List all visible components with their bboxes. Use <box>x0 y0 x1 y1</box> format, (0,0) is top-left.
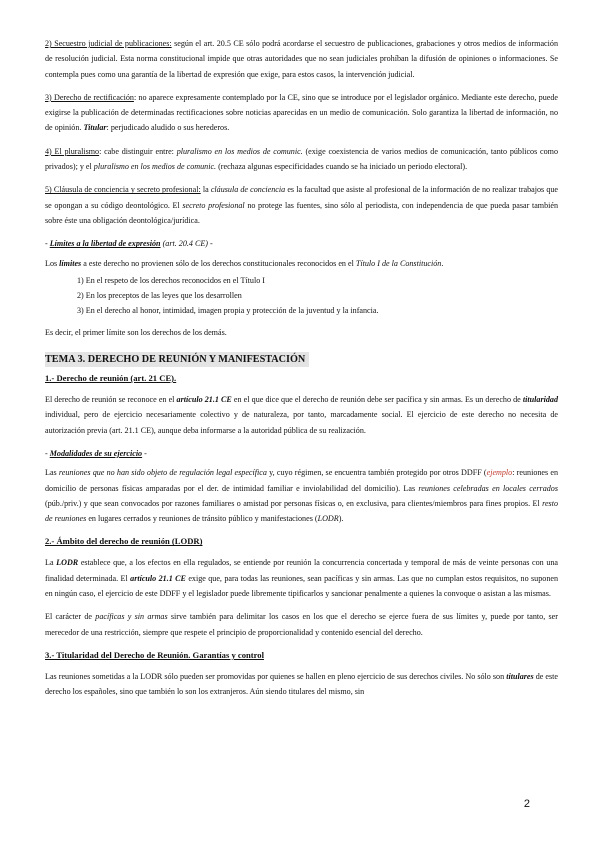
mod-t3: : reuniones en domicilio de personas físicas amparadas por el der. de intimidad familiar e inviolabilidad del domicilio). Las <box>45 468 558 493</box>
limites-intro-1: Los <box>45 258 60 268</box>
tit-t1: Las reuniones sometidas a la LODR sólo pueden ser promovidas por quienes se hallen en pleno ejercicio de sus derechos civiles. No sólo son <box>45 671 507 681</box>
text-clausula-2: es la facultad que asiste al profesional de la información de no realizar trabajos que se opongan a su código deontológico. El <box>45 185 559 210</box>
modalidades-dash1: - <box>45 448 50 458</box>
paragraph-secuestro <box>45 36 558 82</box>
limites-list <box>77 273 558 319</box>
mod-t1: Las <box>45 468 59 478</box>
paragraph-caracter <box>45 609 558 640</box>
modalidades-main: Modalidades de su ejercicio <box>49 448 143 458</box>
section-1-heading: 1.- Derecho de reunión (art. 21 CE). <box>45 373 177 384</box>
paragraph-ambito <box>45 555 558 601</box>
tema-heading <box>45 348 558 371</box>
section-2-heading: 2.- Ámbito del derecho de reunión (LODR) <box>45 536 203 547</box>
page-number: 2 <box>523 798 530 810</box>
text-secuestro: según el art. 20.5 CE sólo podrá acordarse el secuestro de publicaciones, grabaciones y otros medios de información de resolución judicial. Esta norma constitucional impide que otras autoridades que no sean judiciales prohíban la difusión de opiniones o informaciones. Se contempla pues como una garantía de la libertad de expresión que exige, para estos casos, la intervención judicial. <box>45 39 558 79</box>
label-rectificacion: 3) Derecho de rectificación <box>45 92 134 102</box>
text-pluralismo-1: : cabe distinguir entre: <box>99 146 177 156</box>
reunion-t1: El derecho de reunión se reconoce en el <box>45 395 177 405</box>
label-pluralismo: 4) El pluralismo <box>45 146 100 156</box>
heading-limites-main: Límites a la libertad de expresión <box>49 239 161 249</box>
mod-it2: reuniones celebradas en locales cerrados <box>418 483 558 493</box>
ambito-t2: establece que, a los efectos en ella regulados, se entiende por reunión la concurrencia concertada y temporal de más de veinte personas con una finalidad determinada. El <box>45 558 559 583</box>
mod-t2: y, cuyo régimen, se encuentra también protegido por otros DDFF ( <box>266 468 487 478</box>
paragraph-modalidades <box>45 465 558 526</box>
text-pluralismo-3: (rechaza algunas especificidades cuando se ha iniciado un periodo electoral). <box>216 162 468 172</box>
italic-pluralismo-1: pluralismo en los medios de comunic. <box>176 146 303 156</box>
paragraph-reunion <box>45 392 558 438</box>
ambito-t3: exige que, para todas las reuniones, sean pacíficas y sin armas. Las que no cumplan estos requisitos, no suponen en ningún caso, el ejercicio de este DDFF y el legislador puede libremente tipificarlos y sancionar penalmente a quienes la convoque o asistan a las mismas. <box>45 573 559 599</box>
paragraph-pluralismo <box>45 144 558 175</box>
caracter-it1: pacíficas y sin armas <box>95 612 168 622</box>
section-3-heading: 3.- Titularidad del Derecho de Reunión. Garantías y control <box>45 649 264 660</box>
tit-t2: de este derecho los españoles, sino que también lo son los extranjeros. Aún siendo titulares del mismo, sin <box>45 671 559 697</box>
heading-limites-rest: (art. 20.4 CE) - <box>160 239 213 249</box>
mod-t6: ). <box>338 514 344 524</box>
italic-pluralismo-2: pluralismo en los medios de comunic. <box>93 162 217 172</box>
ambito-bi2: artículo 21.1 CE <box>130 573 186 583</box>
reunion-t3: individual, pero de ejercicio necesariamente colectivo y de naturaleza, por tanto, marcadamente social. El ejercicio de este derecho no necesita de autorización previa (art. 21.1 CE), aunque deba informarse a la autoridad pública de su realización. <box>45 410 558 435</box>
text-clausula-3: no protege las fuentes, sino sólo al periodista, con independencia de que pueda pasar también sobre éste una obligación deontológica/jurídica. <box>45 200 559 225</box>
limites-intro-2: a este derecho no provienen sólo de los derechos constitucionales reconocidos en el <box>81 258 356 268</box>
italic-secreto: secreto profesional <box>182 200 245 210</box>
paragraph-limites-intro <box>45 256 558 271</box>
titular-bold: Titular <box>83 123 107 133</box>
mod-it1: reuniones que no han sido objeto de regulación legal específica <box>58 468 267 478</box>
mod-t4: (púb./priv.) y que sean convocados por razones familiares o amistad por personas físicas o, en exclusiva, para clientes/miembros para fines propios. El <box>45 498 543 508</box>
mod-ejemplo: ejemplo <box>486 468 513 478</box>
caracter-t2: sirve también para delimitar los casos en los que el derecho se ejerce fuera de sus límites y, puede por tanto, ser merecedor de una restricción, siempre que respete el principio de proporcionalidad y contenido esencial del derecho. <box>45 612 558 637</box>
label-clausula: 5) Cláusula de conciencia y secreto profesional: <box>45 185 201 195</box>
limites-intro-3: . <box>441 258 444 268</box>
heading-modalidades <box>45 446 558 461</box>
limites-italic: Título I de la Constitución <box>355 258 442 268</box>
mod-it3: resto de reuniones <box>45 498 558 524</box>
text-pluralismo-2: (exige coexistencia de varios medios de comunicación, tanto públicos como privados); y el <box>45 146 558 172</box>
text-rectificacion-2: : perjudicado aludido o sus herederos. <box>106 123 230 133</box>
tit-bi1: titulares <box>506 671 534 681</box>
modalidades-dash2: - <box>142 448 147 458</box>
italic-clausula: cláusula de conciencia <box>210 185 286 195</box>
list-item: 1) En el respeto de los derechos reconocidos en el Título I <box>77 275 265 285</box>
tema-title: TEMA 3. DERECHO DE REUNIÓN Y MANIFESTACIÓN <box>45 352 309 367</box>
limites-bold: límites <box>59 258 82 268</box>
list-item: 3) En el derecho al honor, intimidad, imagen propia y protección de la juventud y la infancia. <box>77 306 379 316</box>
list-item: 2) En los preceptos de las leyes que los desarrollen <box>77 291 242 301</box>
paragraph-limites-closing: Es decir, el primer límite son los derechos de los demás. <box>45 327 227 337</box>
text-rectificacion-1: : no aparece expresamente contemplado por la CE, sino que se introduce por el legislador orgánico. Mediante este derecho, puede exigirse la publicación de determinadas rectificaciones sobre noticias aparecidas en un medio de comunicación. Solo garantiza la libertad de información, no de opinión. <box>45 92 558 133</box>
paragraph-rectificacion <box>45 90 558 136</box>
paragraph-titularidad <box>45 669 558 700</box>
ambito-bi1: LODR <box>56 558 79 568</box>
mod-it4: LODR <box>317 514 339 524</box>
label-secuestro: 2) Secuestro judicial de publicaciones: <box>45 39 172 48</box>
mod-t5: en lugares cerrados y reuniones de tránsito público y manifestaciones ( <box>86 514 318 524</box>
reunion-bi1: artículo 21.1 CE <box>176 395 232 405</box>
heading-limites <box>45 236 558 251</box>
heading-limites-dash: - <box>45 239 50 249</box>
reunion-bi2: titularidad <box>522 395 558 405</box>
paragraph-clausula <box>45 182 558 228</box>
caracter-t1: El carácter de <box>45 612 96 622</box>
ambito-t1: La <box>45 558 57 568</box>
text-clausula-1: la <box>200 185 211 195</box>
reunion-t2: en el que dice que el derecho de reunión debe ser pacífica y sin armas. Es un derecho de <box>231 395 523 405</box>
